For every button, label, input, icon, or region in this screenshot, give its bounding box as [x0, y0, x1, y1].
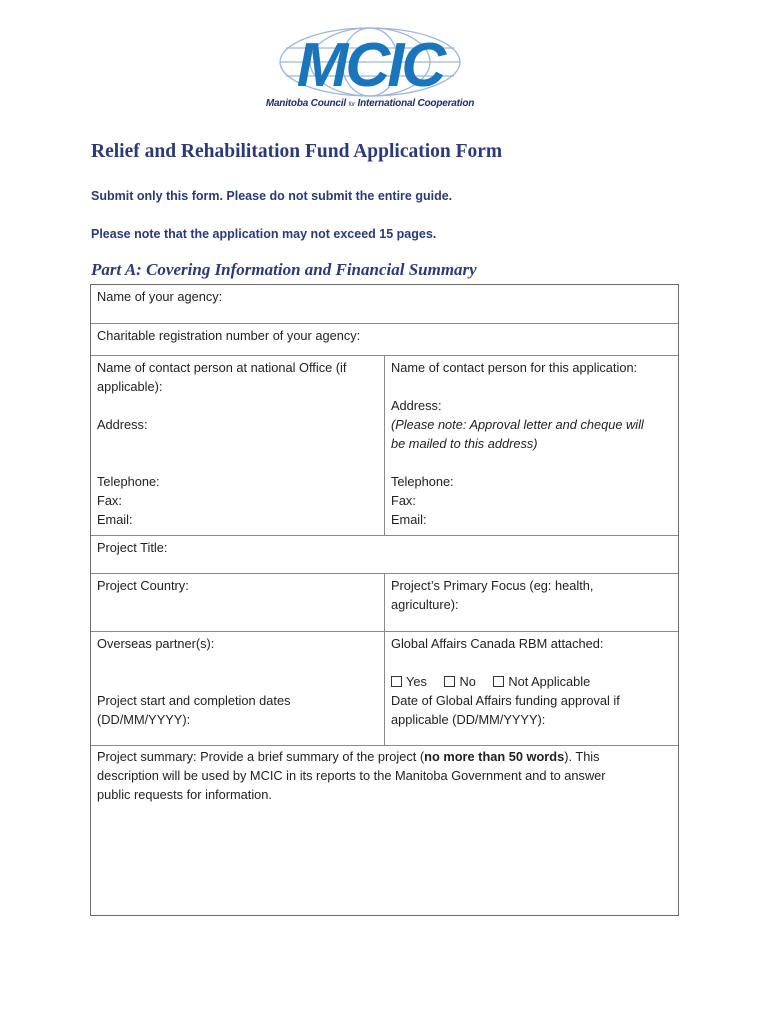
rbm-not-applicable-option[interactable]: Not Applicable [493, 672, 590, 691]
overseas-partners-label: Overseas partner(s): [97, 636, 215, 651]
row-country-focus [91, 573, 678, 632]
note-page-limit: Please note that the application may not exceed 15 pages. [91, 227, 437, 241]
row-project-title [91, 535, 678, 574]
telephone-left-label: Telephone: [97, 474, 160, 489]
project-summary-field[interactable] [91, 746, 678, 915]
project-dates-label: Project start and completion dates [97, 693, 291, 708]
project-country-field[interactable] [91, 574, 385, 632]
application-contact-field[interactable] [385, 356, 678, 536]
rbm-options [391, 672, 672, 691]
primary-focus-label-cont: agriculture): [391, 597, 459, 612]
primary-focus-field[interactable] [385, 574, 678, 632]
logo-org-name: Manitoba Council for International Cooperation [265, 98, 475, 109]
fax-left-label: Fax: [97, 493, 122, 508]
national-contact-label: Name of contact person at national Office (if [97, 360, 347, 375]
address-right-label: Address: [391, 398, 442, 413]
row-charitable-number [91, 323, 678, 356]
address-left-label: Address: [97, 417, 148, 432]
primary-focus-label: Project’s Primary Focus (eg: health, [391, 578, 594, 593]
charitable-number-field[interactable] [91, 324, 678, 356]
checkbox-icon[interactable] [444, 676, 455, 687]
agency-name-label: Name of your agency: [97, 289, 223, 304]
project-title-field[interactable] [91, 536, 678, 574]
rbm-yes-option[interactable]: Yes [391, 672, 427, 691]
part-a-form-table [90, 284, 679, 916]
address-note-cont: be mailed to this address) [391, 436, 538, 451]
checkbox-icon[interactable] [391, 676, 402, 687]
project-summary-label-cont: description will be used by MCIC in its reports to the Manitoba Government and to answer [97, 768, 606, 783]
project-summary-label-end: public requests for information. [97, 787, 272, 802]
partners-dates-field[interactable] [91, 632, 385, 746]
rbm-approval-field [385, 632, 678, 746]
gac-rbm-label: Global Affairs Canada RBM attached: [391, 636, 604, 651]
fax-right-label: Fax: [391, 493, 416, 508]
telephone-right-label: Telephone: [391, 474, 454, 489]
project-country-label: Project Country: [97, 578, 189, 593]
row-partners-dates [91, 631, 678, 746]
checkbox-icon[interactable] [493, 676, 504, 687]
project-dates-format: (DD/MM/YYYY): [97, 712, 191, 727]
application-contact-label: Name of contact person for this application: [391, 360, 638, 375]
email-right-label: Email: [391, 512, 427, 527]
gac-approval-date-label: Date of Global Affairs funding approval if [391, 693, 620, 708]
gac-approval-date-format: applicable (DD/MM/YYYY): [391, 712, 546, 727]
national-contact-field[interactable] [91, 356, 385, 536]
project-summary-label: Project summary: Provide a brief summary of the project (no more than 50 words). This [97, 749, 600, 764]
project-title-label: Project Title: [97, 540, 168, 555]
note-submit-only: Submit only this form. Please do not submit the entire guide. [91, 189, 453, 203]
email-left-label: Email: [97, 512, 133, 527]
agency-name-field[interactable] [91, 285, 678, 323]
logo-mark: MCIC [296, 31, 444, 100]
charitable-number-label: Charitable registration number of your agency: [97, 328, 361, 343]
row-agency-name [91, 285, 678, 323]
row-project-summary [91, 745, 678, 915]
form-title: Relief and Rehabilitation Fund Application Form [91, 141, 503, 162]
rbm-no-option[interactable]: No [444, 672, 475, 691]
part-a-title: Part A: Covering Information and Financial Summary [91, 260, 477, 279]
address-note: (Please note: Approval letter and cheque will [391, 417, 644, 432]
row-contacts [91, 355, 678, 536]
national-contact-label-cont: applicable): [97, 379, 163, 394]
